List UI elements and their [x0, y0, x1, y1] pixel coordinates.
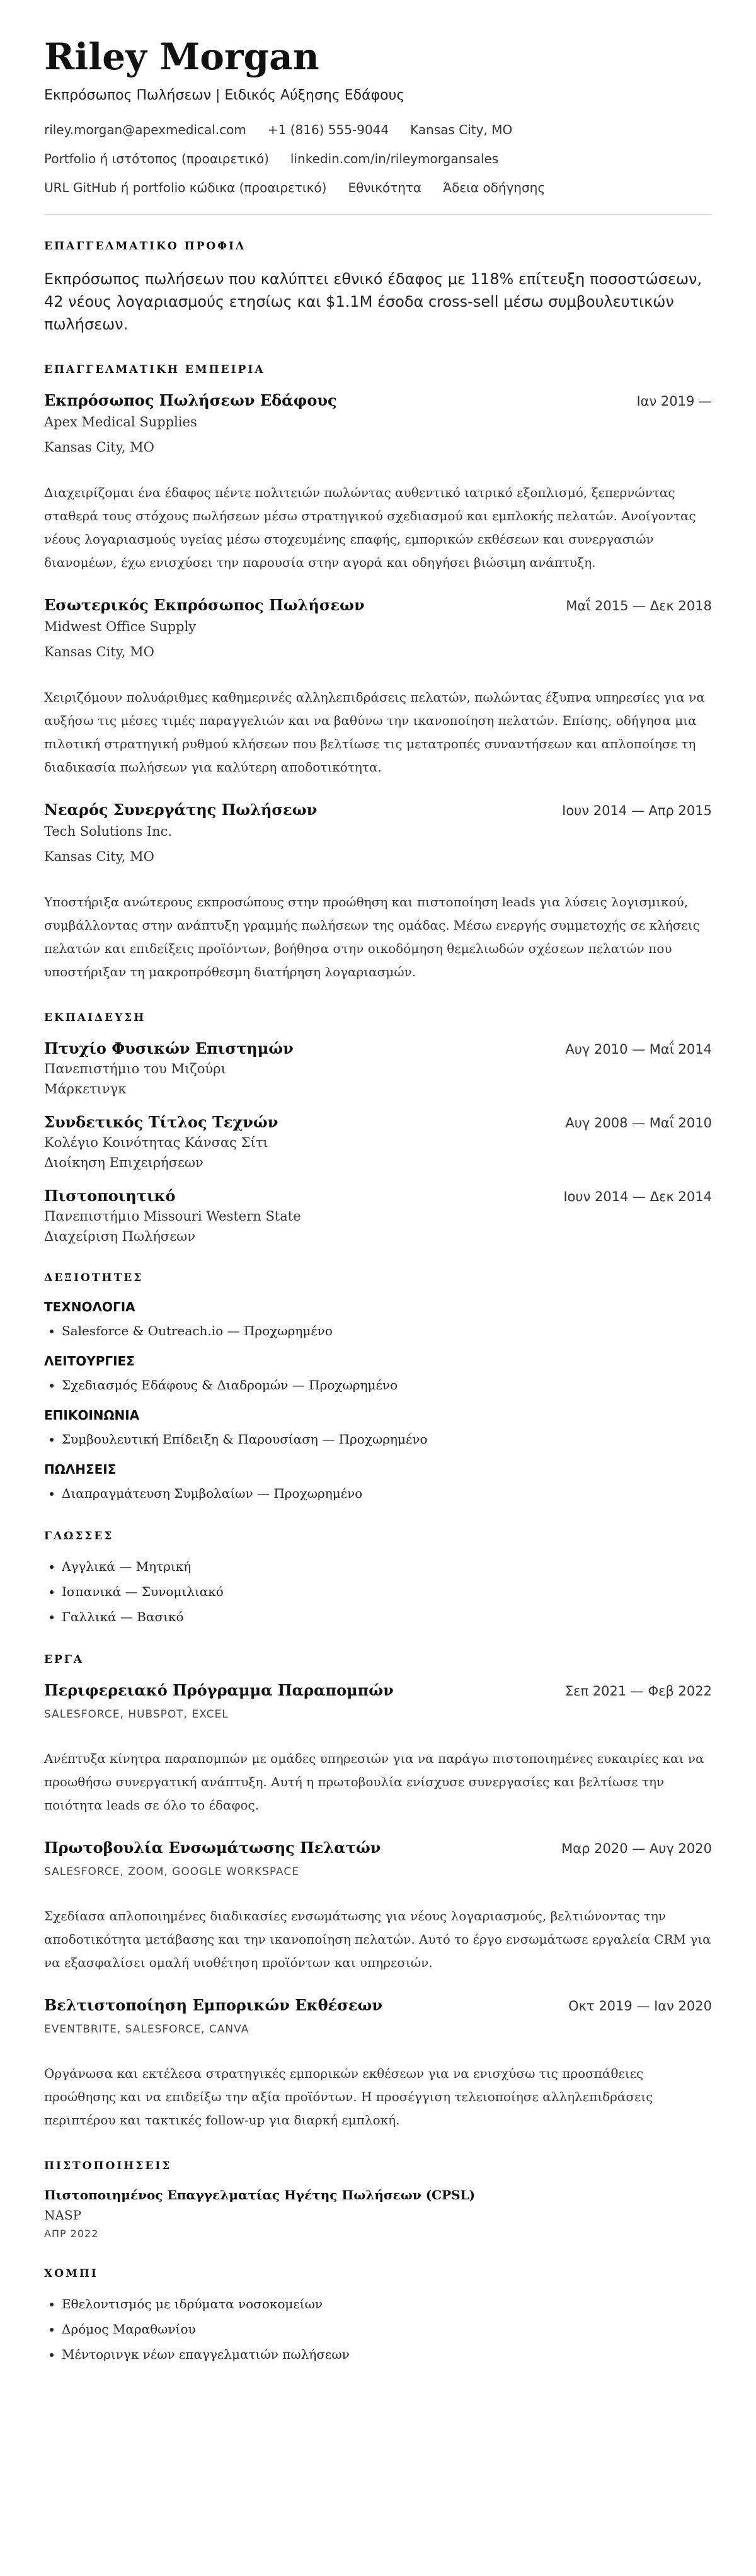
job-description: Υποστήριξα ανώτερους εκπροσώπους στην προώθηση και πιστοποίηση leads για λύσεις λογισμικού, συμβάλλοντας στην ανάπτυξη γραμμής πωλήσεων της ομάδας. Μέσω ενεργής συμμετοχής σε κλήσεις πελατών και επιδείξεις προϊόντων, βοήθησα στην οικοδόμηση θεμελιωδών σχέσεων πελατών που υποστήριξαν τη μακροπρόθεσμη διατήρηση λογαριασμών. [44, 894, 700, 979]
job-dates: Ιαν 2019 — [636, 393, 712, 409]
degree-title: Πτυχίο Φυσικών Επιστημών [44, 1039, 294, 1057]
contact-portfolio[interactable]: Portfolio ή ιστότοπος (προαιρετικό) [44, 151, 269, 166]
job-description: Χειριζόμουν πολυάριθμες καθημερινές αλληλεπιδράσεις πελατών, πωλώντας έξυπνα υπηρεσίες για να αυξήσω τις μέσες τιμές παραγγελιών και να βαθύνω την ικανοποίηση πελατών. Επίσης, οδήγησα μια πιλοτική στρατηγική ρυθμού κλήσεων που βελτίωσε τις μετατροπές συναντήσεων και απλοποίησε τη διαδικασία πωλήσεων για καλύτερη αποδοτικότητα. [44, 689, 705, 775]
project-tech: EVENTBRITE, SALESFORCE, CANVA [44, 2022, 249, 2036]
field-of-study: Διοίκηση Επιχειρήσεων [44, 1154, 203, 1170]
project-dates: Μαρ 2020 — Αυγ 2020 [561, 1840, 712, 1856]
project-dates: Οκτ 2019 — Ιαν 2020 [568, 1998, 712, 2014]
contact-driving-license: Άδεια οδήγησης [443, 180, 546, 195]
contact-linkedin[interactable]: linkedin.com/in/rileymorgansales [290, 151, 499, 166]
contact-row-3 [44, 180, 712, 195]
contact-email[interactable]: riley.morgan@apexmedical.com [44, 122, 246, 137]
language-item: • Γαλλικά — Βασικό [62, 1608, 712, 1626]
job-company: Midwest Office Supply [44, 618, 197, 634]
certification-issuer: NASP [44, 2207, 82, 2223]
header-divider [44, 214, 712, 215]
job-title: Εκπρόσωπος Πωλήσεων Εδάφους [44, 390, 337, 409]
project-title: Βελτιστοποίηση Εμπορικών Εκθέσεων [44, 1995, 382, 2014]
candidate-headline: Εκπρόσωπος Πωλήσεων | Ειδικός Αύξησης Εδάφους [44, 87, 405, 103]
skill-item: • Σχεδιασμός Εδάφους & Διαδρομών — Προχωρημένο [62, 1376, 712, 1394]
profile-section [44, 240, 712, 336]
project-description: Ανέπτυξα κίνητρα παραπομπών με ομάδες υπηρεσιών για να παράγω πιστοποιημένες ευκαιρίες και να προωθήσω συνεργατική ανάπτυξη. Αυτή η πρωτοβουλία ενίσχυσε συνεργασίες και βελτίωσε την ποιότητα leads σε όλο το έδαφος. [44, 1750, 704, 1813]
job-description: Διαχειρίζομαι ένα έδαφος πέντε πολιτειών πωλώντας αυθεντικό ιατρικό εξοπλισμό, ξεπερνώντας σταθερά τους στόχους πωλήσεων μέσω στρατηγικού σχεδιασμού και εμπλοκής πελατών. Ανοίγοντας νέους λογαριασμούς υγείας μέσω στοχευμένης επαφής, εμπορικών εκθέσεων και συνεργασιών διανομέων, έχω ενισχύσει την παρουσία στην αγορά και οδηγήσει βιώσιμη ανάπτυξη. [44, 484, 696, 570]
hobby-item: • Δρόμος Μαραθωνίου [62, 2320, 712, 2338]
education-item [44, 1187, 712, 1244]
education-section [44, 1012, 712, 1244]
education-dates: Ιουν 2014 — Δεκ 2014 [563, 1188, 712, 1204]
language-item: • Ισπανικά — Συνομιλιακό [62, 1583, 712, 1600]
profile-heading: ΕΠΑΓΓΕΛΜΑΤΙΚΟ ΠΡΟΦΙΛ [44, 239, 246, 253]
education-heading: ΕΚΠΑΙΔΕΥΣΗ [44, 1011, 146, 1024]
degree-title: Συνδετικός Τίτλος Τεχνών [44, 1112, 278, 1131]
certification-name: Πιστοποιημένος Επαγγελματίας Ηγέτης Πωλήσεων (CPSL) [44, 2187, 476, 2203]
project-item [44, 1838, 712, 1975]
job-location: Kansas City, MO [44, 644, 154, 659]
job-location: Kansas City, MO [44, 848, 154, 864]
hobbies-heading: ΧΟΜΠΙ [44, 2267, 98, 2280]
contact-location: Kansas City, MO [410, 122, 513, 137]
language-item: • Αγγλικά — Μητρική [62, 1558, 712, 1575]
education-item [44, 1113, 712, 1170]
skill-category: ΕΠΙΚΟΙΝΩΝΙΑ [44, 1407, 140, 1423]
job-company: Apex Medical Supplies [44, 414, 197, 430]
contact-row-2 [44, 151, 712, 166]
project-dates: Σεπ 2021 — Φεβ 2022 [564, 1683, 712, 1699]
contact-nationality: Εθνικότητα [348, 180, 422, 195]
experience-item [44, 801, 712, 984]
hobby-list [44, 2295, 712, 2363]
certification-item [44, 2187, 712, 2240]
school-name: Κολέγιο Κοινότητας Κάνσας Σίτι [44, 1134, 268, 1150]
education-dates: Αυγ 2008 — Μαΐ 2010 [565, 1115, 712, 1131]
experience-section [44, 363, 712, 984]
school-name: Πανεπιστήμιο του Μιζούρι [44, 1061, 226, 1076]
skill-item: • Διαπραγμάτευση Συμβολαίων — Προχωρημένο [62, 1485, 712, 1502]
skills-section [44, 1272, 712, 1502]
project-title: Περιφερειακό Πρόγραμμα Παραπομπών [44, 1680, 394, 1699]
certification-date: ΑΠΡ 2022 [44, 2227, 99, 2240]
hobbies-section [44, 2267, 712, 2363]
project-title: Πρωτοβουλία Ενσωμάτωσης Πελατών [44, 1838, 381, 1857]
skill-list [44, 1376, 712, 1394]
profile-summary: Εκπρόσωπος πωλήσεων που καλύπτει εθνικό έδαφος με 118% επίτευξη ποσοστώσεων, 42 νέους λογαριασμούς ετησίως και $1.1M έσοδα cross-sell μέσω συμβουλευτικών πωλήσεων. [44, 270, 702, 333]
project-item [44, 1996, 712, 2132]
hobby-item: • Εθελοντισμός με ιδρύματα νοσοκομείων [62, 2295, 712, 2313]
languages-heading: ΓΛΩΣΣΕΣ [44, 1529, 114, 1542]
job-title: Εσωτερικός Εκπρόσωπος Πωλήσεων [44, 595, 365, 614]
candidate-name: Riley Morgan [44, 35, 319, 78]
education-dates: Αυγ 2010 — Μαΐ 2014 [565, 1041, 712, 1057]
education-item [44, 1039, 712, 1097]
resume-header [44, 35, 712, 195]
skill-item: • Salesforce & Outreach.io — Προχωρημένο [62, 1322, 712, 1340]
project-item [44, 1681, 712, 1817]
project-tech: SALESFORCE, HUBSPOT, EXCEL [44, 1707, 229, 1721]
hobby-item: • Μέντορινγκ νέων επαγγελματιών πωλήσεων [62, 2345, 712, 2363]
language-list [44, 1558, 712, 1626]
degree-title: Πιστοποιητικό [44, 1186, 176, 1205]
skills-heading: ΔΕΞΙΟΤΗΤΕΣ [44, 1271, 144, 1284]
projects-section [44, 1653, 712, 2132]
job-title: Νεαρός Συνεργάτης Πωλήσεων [44, 800, 318, 819]
experience-item [44, 596, 712, 779]
skill-item: • Συμβουλευτική Επίδειξη & Παρουσίαση — Προχωρημένο [62, 1430, 712, 1448]
certifications-heading: ΠΙΣΤΟΠΟΙΗΣΕΙΣ [44, 2159, 172, 2172]
skill-list [44, 1430, 712, 1448]
project-tech: SALESFORCE, ZOOM, GOOGLE WORKSPACE [44, 1865, 299, 1878]
skill-list [44, 1322, 712, 1340]
job-dates: Μαΐ 2015 — Δεκ 2018 [566, 598, 712, 613]
certifications-section [44, 2160, 712, 2240]
contact-github[interactable]: URL GitHub ή portfolio κώδικα (προαιρετικό) [44, 180, 327, 195]
experience-heading: ΕΠΑΓΓΕΛΜΑΤΙΚΗ ΕΜΠΕΙΡΙΑ [44, 363, 265, 376]
job-company: Tech Solutions Inc. [44, 823, 173, 839]
projects-heading: ΕΡΓΑ [44, 1653, 84, 1666]
project-description: Σχεδίασα απλοποιημένες διαδικασίες ενσωμάτωσης για νέους λογαριασμούς, βελτιώνοντας την αποδοτικότητα μετάβασης και την ικανοποίηση πελατών. Αυτό το έργο ενσωμάτωσε εργαλεία CRM για να εξασφαλίσει ομαλή υιοθέτηση προϊόντων και υπηρεσιών. [44, 1908, 711, 1970]
experience-item [44, 391, 712, 574]
contact-phone[interactable]: +1 (816) 555-9044 [267, 122, 389, 137]
skill-list [44, 1485, 712, 1502]
languages-section [44, 1530, 712, 1626]
job-location: Kansas City, MO [44, 439, 154, 455]
school-name: Πανεπιστήμιο Missouri Western State [44, 1208, 301, 1224]
field-of-study: Μάρκετινγκ [44, 1081, 127, 1097]
field-of-study: Διαχείριση Πωλήσεων [44, 1228, 196, 1244]
contact-row-1 [44, 122, 712, 137]
skill-category: ΠΩΛΗΣΕΙΣ [44, 1461, 117, 1477]
skill-category: ΛΕΙΤΟΥΡΓΙΕΣ [44, 1353, 135, 1369]
job-dates: Ιουν 2014 — Απρ 2015 [562, 802, 712, 818]
skill-category: ΤΕΧΝΟΛΟΓΙΑ [44, 1299, 135, 1314]
project-description: Οργάνωσα και εκτέλεσα στρατηγικές εμπορικών εκθέσεων για να ενισχύσω τις προσπάθειες προώθησης και να επιδείξω την αξία προϊόντων. Η προσέγγιση τελειοποίησε αλληλεπιδράσεις περιπτέρου και τακτικές follow-up για διαρκή εμπλοκή. [44, 2065, 653, 2128]
